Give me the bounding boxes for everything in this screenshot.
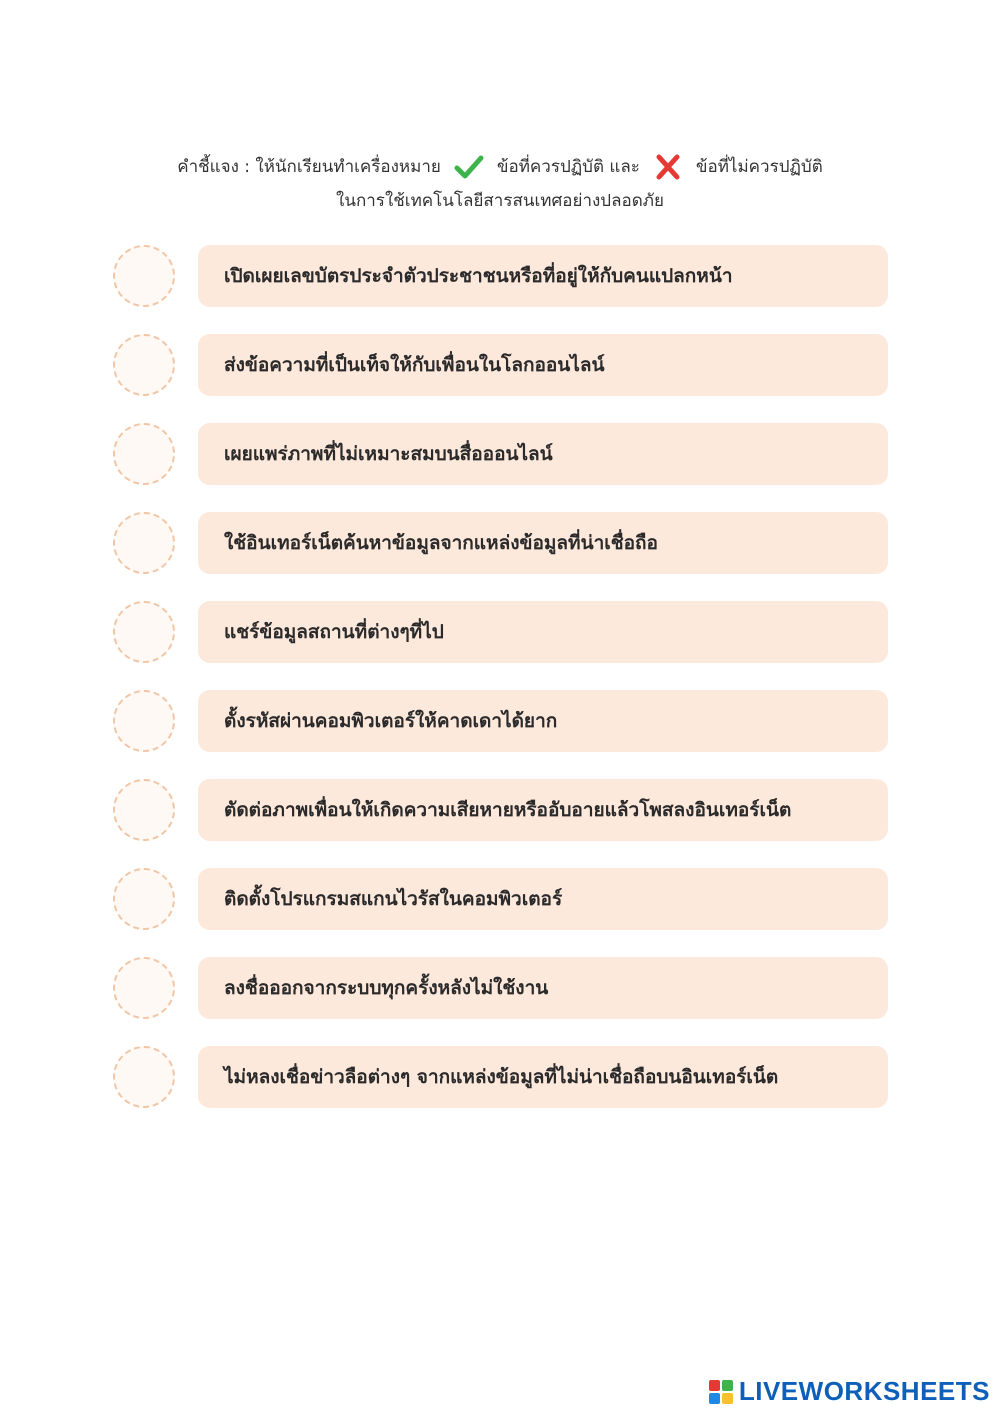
instructions-text-3: ข้อที่ไม่ควรปฏิบัติ <box>695 157 823 177</box>
instructions-text-4: ในการใช้เทคโนโลยีสารสนเทศอย่างปลอดภัย <box>336 191 664 211</box>
answer-circle[interactable] <box>113 245 175 307</box>
statement-card: ตั้งรหัสผ่านคอมพิวเตอร์ให้คาดเดาได้ยาก <box>198 690 888 752</box>
list-item <box>0 868 1000 930</box>
answer-circle[interactable] <box>113 512 175 574</box>
list-item <box>0 690 1000 752</box>
statement-card: ตัดต่อภาพเพื่อนให้เกิดความเสียหายหรืออับอายแล้วโพสลงอินเทอร์เน็ต <box>198 779 888 841</box>
statement-card: เปิดเผยเลขบัตรประจำตัวประชาชนหรือที่อยู่ให้กับคนแปลกหน้า <box>198 245 888 307</box>
list-item <box>0 512 1000 574</box>
list-item <box>0 334 1000 396</box>
statement-card: แชร์ข้อมูลสถานที่ต่างๆที่ไป <box>198 601 888 663</box>
answer-circle[interactable] <box>113 601 175 663</box>
answer-circle[interactable] <box>113 690 175 752</box>
statement-card: ติดตั้งโปรแกรมสแกนไวรัสในคอมพิวเตอร์ <box>198 868 888 930</box>
answer-circle[interactable] <box>113 423 175 485</box>
list-item <box>0 601 1000 663</box>
instructions-text-2: ข้อที่ควรปฏิบัติ และ <box>496 157 640 177</box>
answer-circle[interactable] <box>113 334 175 396</box>
list-item <box>0 779 1000 841</box>
list-item <box>0 423 1000 485</box>
answer-circle[interactable] <box>113 868 175 930</box>
statement-card: ส่งข้อความที่เป็นเท็จให้กับเพื่อนในโลกออนไลน์ <box>198 334 888 396</box>
liveworksheets-brand[interactable] <box>709 1376 990 1407</box>
list-item <box>0 245 1000 307</box>
answer-circle[interactable] <box>113 779 175 841</box>
statement-card: ใช้อินเทอร์เน็ตค้นหาข้อมูลจากแหล่งข้อมูลที่น่าเชื่อถือ <box>198 512 888 574</box>
instructions-text-1: คำชี้แจง : ให้นักเรียนทำเครื่องหมาย <box>177 157 441 177</box>
brand-name: LIVEWORKSHEETS <box>738 1376 990 1406</box>
liveworksheets-logo-icon <box>709 1380 733 1404</box>
statement-card: ลงชื่อออกจากระบบทุกครั้งหลังไม่ใช้งาน <box>198 957 888 1019</box>
instructions <box>0 150 1000 218</box>
cross-icon <box>652 153 684 181</box>
instructions-line-1 <box>0 150 1000 184</box>
answer-circle[interactable] <box>113 1046 175 1108</box>
statement-card: ไม่หลงเชื่อข่าวลือต่างๆ จากแหล่งข้อมูลที่ไม่น่าเชื่อถือบนอินเทอร์เน็ต <box>198 1046 888 1108</box>
instructions-line-2 <box>0 184 1000 218</box>
check-icon <box>453 153 485 181</box>
list-item <box>0 1046 1000 1108</box>
statement-card: เผยแพร่ภาพที่ไม่เหมาะสมบนสื่อออนไลน์ <box>198 423 888 485</box>
list-item <box>0 957 1000 1019</box>
answer-circle[interactable] <box>113 957 175 1019</box>
